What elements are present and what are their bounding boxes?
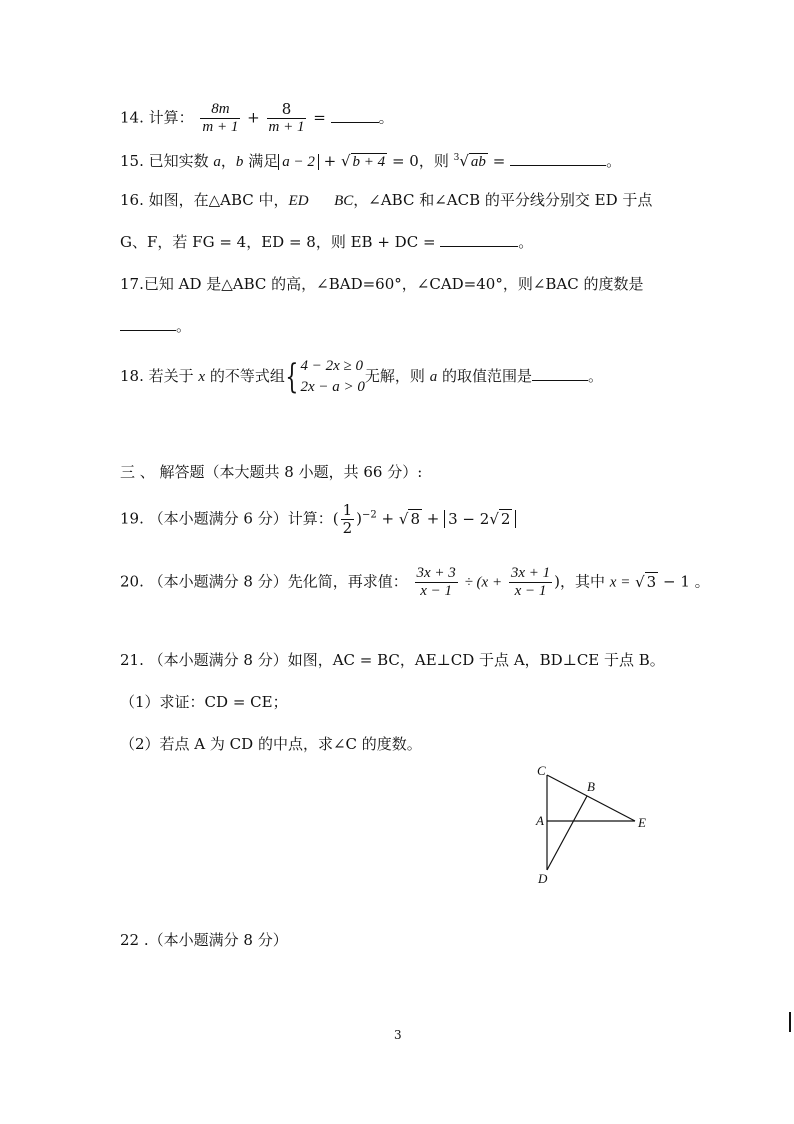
question-19: 19. （本小题满分 6 分）计算：( $\frac{1}{2}$ )$^{-2}$ + √ 8 + 3 − 2√ 2 [120,502,516,537]
section-heading: 三 、 解答题（本大题共 8 小题，共 66 分）: [120,463,423,481]
q20-fraction-2: $\frac{3x + 1}{x - 1}$ [510,565,551,599]
q19-fraction: $\frac{1}{2}$ [342,501,353,537]
answer-blank [120,316,176,331]
answer-blank [532,366,588,381]
inequality-system: 4 − 2x ≥ 0 2x − a > 0 [300,358,365,395]
page-number: 3 [394,1028,402,1042]
absolute-value: 3 − 2√ 2 [444,510,516,528]
square-root: √ 8 [398,509,420,528]
label-c: C [537,763,546,778]
question-15: 15. 已知实数 a，b 满足 a − 2 + √ b + 4 = 0，则 $^3$√ ab = 。 [120,148,621,172]
label-e: E [638,815,646,830]
question-21-line-1: 21. （本小题满分 8 分）如图，AC = BC，AE⊥CD 于点 A，BD⊥CE 于点 B。 [120,651,665,669]
cube-root: $^3$√ ab [453,152,486,170]
question-16-line-1: 16. 如图，在△ABC 中，ED BC，∠ABC 和∠ACB 的平分线分别交 ED 于点 [120,191,653,209]
question-17-line-1: 17.已知 AD 是△ABC 的高，∠BAD=60°，∠CAD=40°，则∠BAC 的度数是 [120,275,644,293]
question-20: 20. （本小题满分 8 分）先化简，再求值： $\frac{3x + 3}{x - 1}$ ÷ (x + $\frac{3x + 1}{x - 1}$ )，其中 x = √ 3 − 1 。 [120,565,710,599]
scan-edge-mark [789,1012,791,1032]
geometry-figure [525,755,665,890]
q20-fraction-1: $\frac{3x + 3}{x - 1}$ [416,565,456,599]
left-brace: { [285,357,299,397]
absolute-value: a − 2 [278,154,319,170]
question-14: 14. 计算： $\frac{8m}{m + 1}$ + $\frac{8}{m + 1}$ = 。 [120,100,394,135]
square-root: √ b + 4 [340,152,386,170]
question-22: 22 .（本小题满分 8 分） [120,931,288,949]
question-18: 18. 若关于 x 的不等式组{ 4 − 2x ≥ 0 2x − a > 0 无解，则 a 的取值范围是 。 [120,357,604,397]
answer-blank [331,108,379,123]
question-21-part-2: （2）若点 A 为 CD 的中点，求∠C 的度数。 [120,735,422,753]
label-d: D [538,871,548,886]
q14-fraction-1: $\frac{8m}{m + 1}$ [202,101,239,135]
question-17-line-2: 。 [120,316,191,336]
q14-fraction-2: $\frac{8}{m + 1}$ [268,100,305,135]
question-16-line-2: G、F，若 FG = 4，ED = 8，则 EB + DC = 。 [120,233,534,251]
segment-bd [547,796,587,870]
label-b: B [587,779,595,794]
square-root: √ 2 [489,509,511,528]
question-21-part-1: （1）求证：CD = CE； [120,693,288,711]
answer-blank [440,232,518,247]
label-a: A [536,813,544,828]
q14-label: 14. 计算： [120,108,194,127]
square-root: √ 3 [635,572,657,591]
answer-blank [510,151,606,166]
